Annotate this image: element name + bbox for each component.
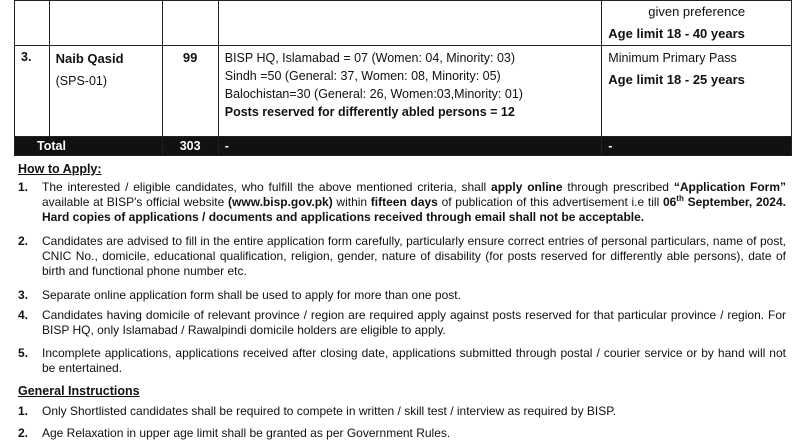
website-link-text: (www.bisp.gov.pk) bbox=[228, 195, 333, 209]
distribution-islamabad: BISP HQ, Islamabad = 07 (Women: 04, Minority: 03) bbox=[224, 51, 516, 65]
total-qualification: - bbox=[608, 139, 613, 153]
distribution-balochistan: Balochistan=30 (General: 26, Women:03,Minority: 01) bbox=[224, 87, 523, 101]
table-row-total bbox=[15, 137, 792, 156]
qualification: Minimum Primary Pass bbox=[608, 51, 737, 65]
distribution-reserved: Posts reserved for differently abled persons = 12 bbox=[224, 105, 515, 119]
table-row-previous bbox=[15, 1, 792, 46]
apply-instruction-text: The interested / eligible candidates, who fulfill the above mentioned criteria, shall apply online through prescribed “Application Form” available at BISP's official website (www.bisp.gov.pk) within fifteen days of publication of this advertisement i.e till 06th September, 2024. Hard copies of applications / documents and applications received through email shall not be acceptable. bbox=[42, 180, 787, 224]
list-item: 1. The interested / eligible candidates, who fulfill the above mentioned criteria, shall apply online through prescribed “Application Form” available at BISP's official website (www.bisp.gov.pk) within fifteen days of publication of this advertisement i.e till 06th September, 2024. Hard copies of applications / documents and applications received through email shall not be acceptable. bbox=[18, 180, 787, 224]
posts-table bbox=[14, 0, 792, 156]
list-item: 3. Separate online application form shall be used to apply for more than one post. bbox=[18, 288, 461, 302]
row-number: 3. bbox=[21, 50, 32, 64]
post-name: Naib Qasid bbox=[55, 51, 124, 66]
how-to-apply-heading: How to Apply: bbox=[18, 162, 102, 176]
total-count: 303 bbox=[179, 139, 201, 153]
total-label: Total bbox=[37, 139, 66, 153]
age-limit: Age limit 18 - 40 years bbox=[608, 26, 745, 41]
list-item: 4. Candidates having domicile of relevant province / region are required apply against posts reserved for that particular province / region. For BISP HQ, only Islamabad / Rawalpindi domicile holders are eligible to apply. bbox=[18, 308, 786, 337]
list-item: 1. Only Shortlisted candidates shall be required to compete in written / skill test / interview as required by BISP. bbox=[18, 404, 617, 418]
general-instructions-heading: General Instructions bbox=[18, 384, 140, 398]
list-item: 2. Candidates are advised to fill in the entire application form carefully, particularly ensure correct entries of personal particulars, name of post, CNIC No., domicile, educational qualification, religion, gender, nature of disability (for posts reserved for differently able persons), date of birth and functional phone number etc. bbox=[18, 234, 786, 278]
list-item: 2. Age Relaxation in upper age limit shall be granted as per Government Rules. bbox=[18, 426, 451, 440]
post-scale: (SPS-01) bbox=[55, 74, 108, 88]
age-limit: Age limit 18 - 25 years bbox=[608, 72, 745, 87]
table-row-naib-qasid bbox=[15, 46, 792, 137]
post-count: 99 bbox=[182, 50, 198, 65]
list-item: 5. Incomplete applications, applications received after closing date, applications submitted through postal / courier service or by hand will not be entertained. bbox=[18, 346, 786, 375]
qualification-note: given preference bbox=[648, 4, 746, 19]
total-distribution: - bbox=[224, 139, 229, 153]
distribution-sindh: Sindh =50 (General: 37, Women: 08, Minority: 05) bbox=[224, 69, 501, 83]
